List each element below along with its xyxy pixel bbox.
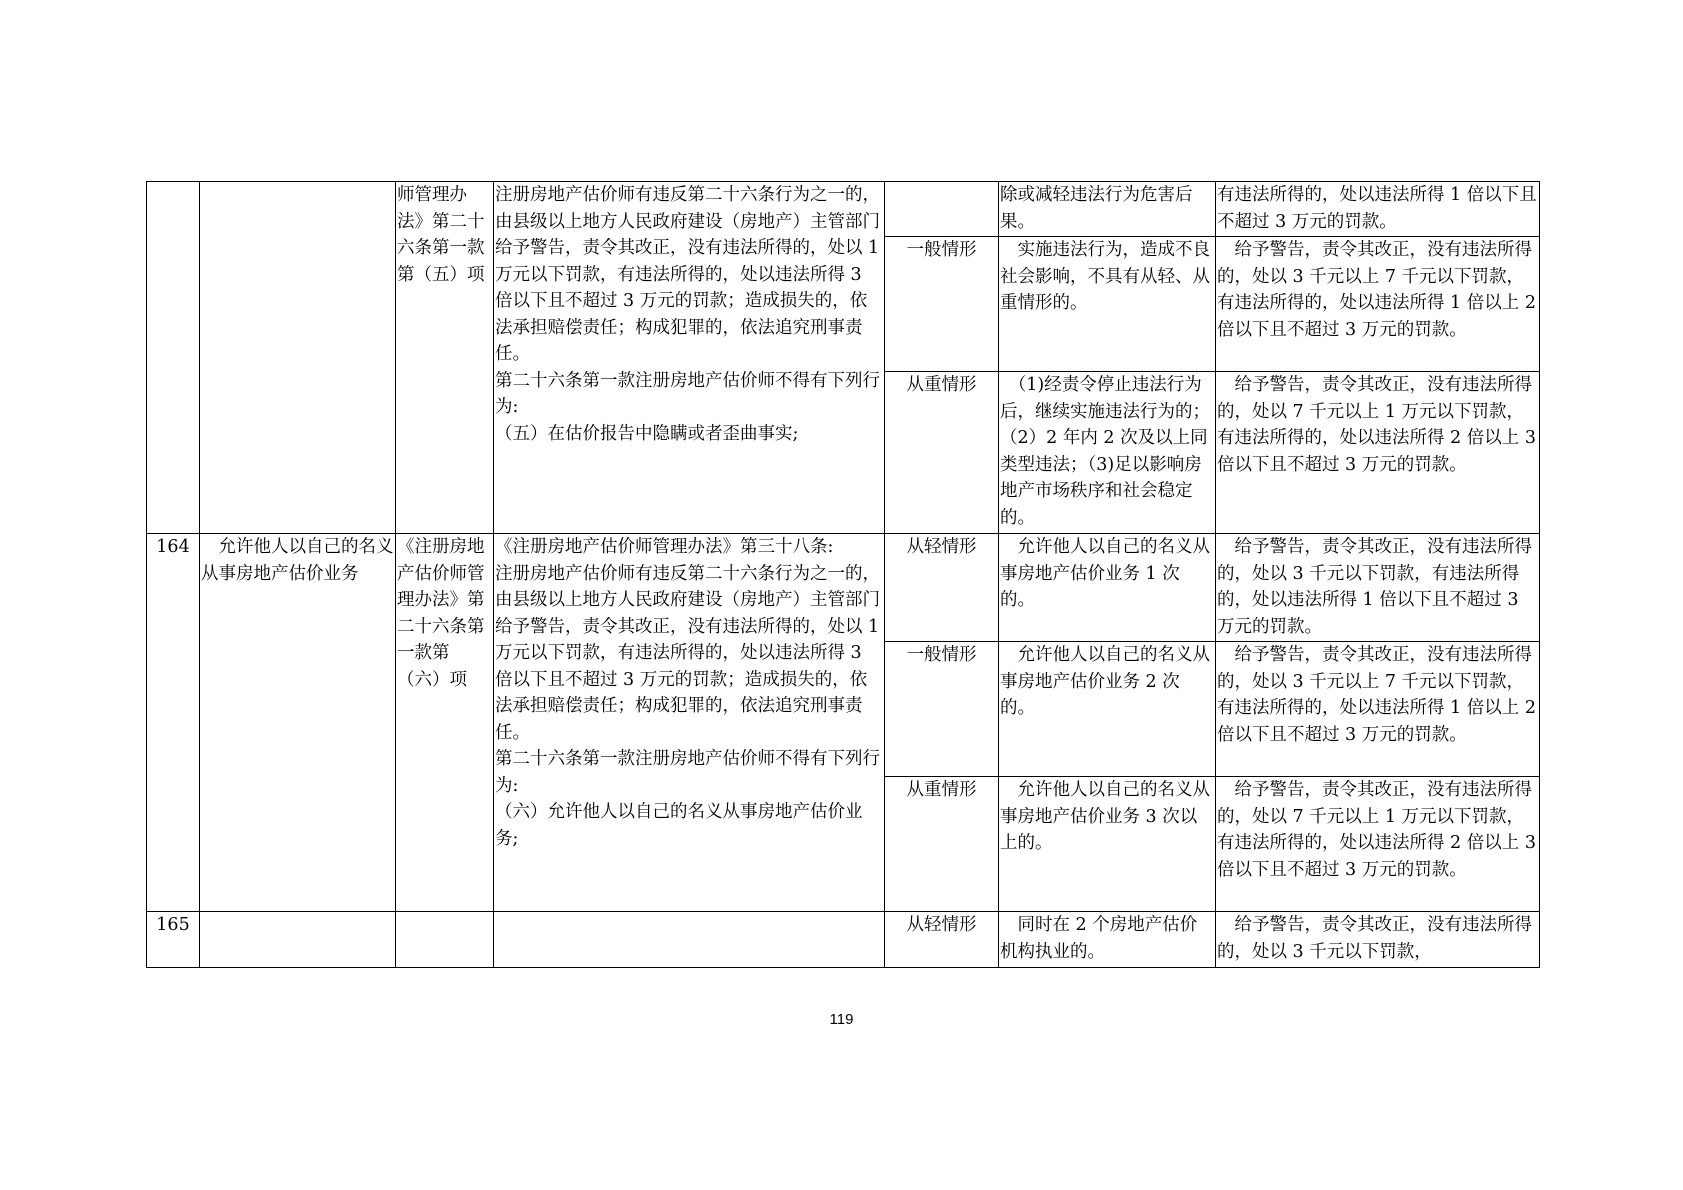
case-level-cell: 从重情形	[885, 777, 999, 912]
table-row	[147, 912, 1540, 968]
case-level-cell: 一般情形	[885, 642, 999, 777]
case-condition-cell: 允许他人以自己的名义从事房地产估价业务 3 次以上的。	[999, 777, 1216, 912]
item-name-cell	[200, 912, 396, 968]
case-level-cell: 从轻情形	[885, 912, 999, 968]
case-condition-cell: 同时在 2 个房地产估价机构执业的。	[999, 912, 1216, 968]
case-penalty-cell: 给予警告，责令其改正，没有违法所得的，处以 7 千元以上 1 万元以下罚款，有违法所得的，处以违法所得 2 倍以上 3 倍以下且不超过 3 万元的罚款。	[1216, 777, 1540, 912]
case-penalty-cell: 给予警告，责令其改正，没有违法所得的，处以 3 千元以上 7 千元以下罚款，有违法所得的，处以违法所得 1 倍以上 2 倍以下且不超过 3 万元的罚款。	[1216, 237, 1540, 372]
item-name-cell: 允许他人以自己的名义从事房地产估价业务	[200, 534, 396, 912]
legal-basis-cell	[396, 912, 494, 968]
provision-text-cell	[494, 912, 885, 968]
case-penalty-cell: 给予警告，责令其改正，没有违法所得的，处以 3 千元以下罚款，	[1216, 912, 1540, 968]
provision-text-cell: 注册房地产估价师有违反第二十六条行为之一的，由县级以上地方人民政府建设（房地产）主管部门给予警告，责令其改正，没有违法所得的，处以 1 万元以下罚款，有违法所得的，处以违法所得 3 倍以下且不超过 3 万元的罚款；造成损失的，依法承担赔偿责任；构成犯罪的，依法追究刑事责任。 第二十六条第一款注册房地产估价师不得有下列行为: （五）在估价报告中隐瞒或者歪曲事实;	[494, 182, 885, 534]
case-condition-cell: 实施违法行为，造成不良社会影响，不具有从轻、从重情形的。	[999, 237, 1216, 372]
case-condition-cell: 允许他人以自己的名义从事房地产估价业务 1 次的。	[999, 534, 1216, 642]
case-condition-cell: 允许他人以自己的名义从事房地产估价业务 2 次的。	[999, 642, 1216, 777]
item-name-cell	[200, 182, 396, 534]
case-penalty-cell: 有违法所得的，处以违法所得 1 倍以下且不超过 3 万元的罚款。	[1216, 182, 1540, 237]
case-level-cell: 从重情形	[885, 372, 999, 534]
item-number-cell: 164	[147, 534, 200, 912]
case-level-cell: 从轻情形	[885, 534, 999, 642]
provision-text-cell: 《注册房地产估价师管理办法》第三十八条: 注册房地产估价师有违反第二十六条行为之一的，由县级以上地方人民政府建设（房地产）主管部门给予警告，责令其改正，没有违法所得的，处以 1 万元以下罚款，有违法所得的，处以违法所得 3 倍以下且不超过 3 万元的罚款；造成损失的，依法承担赔偿责任；构成犯罪的，依法追究刑事责任。 第二十六条第一款注册房地产估价师不得有下列行为: （六）允许他人以自己的名义从事房地产估价业务;	[494, 534, 885, 912]
item-number-cell	[147, 182, 200, 534]
case-penalty-cell: 给予警告，责令其改正，没有违法所得的，处以 3 千元以上 7 千元以下罚款，有违法所得的，处以违法所得 1 倍以上 2 倍以下且不超过 3 万元的罚款。	[1216, 642, 1540, 777]
legal-basis-cell: 师管理办法》第二十六条第一款第（五）项	[396, 182, 494, 534]
item-number-cell: 165	[147, 912, 200, 968]
case-penalty-cell: 给予警告，责令其改正，没有违法所得的，处以 3 千元以下罚款，有违法所得的，处以违法所得 1 倍以下且不超过 3 万元的罚款。	[1216, 534, 1540, 642]
case-level-cell: 一般情形	[885, 237, 999, 372]
penalty-table	[146, 181, 1540, 968]
table-row	[147, 182, 1540, 237]
case-condition-cell: 除或减轻违法行为危害后果。	[999, 182, 1216, 237]
table-row	[147, 534, 1540, 642]
case-condition-cell: （1)经责令停止违法行为后，继续实施违法行为的；（2）2 年内 2 次及以上同类型违法；（3)足以影响房地产市场秩序和社会稳定的。	[999, 372, 1216, 534]
legal-basis-cell: 《注册房地产估价师管理办法》第二十六条第一款第（六）项	[396, 534, 494, 912]
page-number: 119	[829, 1011, 854, 1028]
case-penalty-cell: 给予警告，责令其改正，没有违法所得的，处以 7 千元以上 1 万元以下罚款，有违法所得的，处以违法所得 2 倍以上 3 倍以下且不超过 3 万元的罚款。	[1216, 372, 1540, 534]
case-level-cell	[885, 182, 999, 237]
